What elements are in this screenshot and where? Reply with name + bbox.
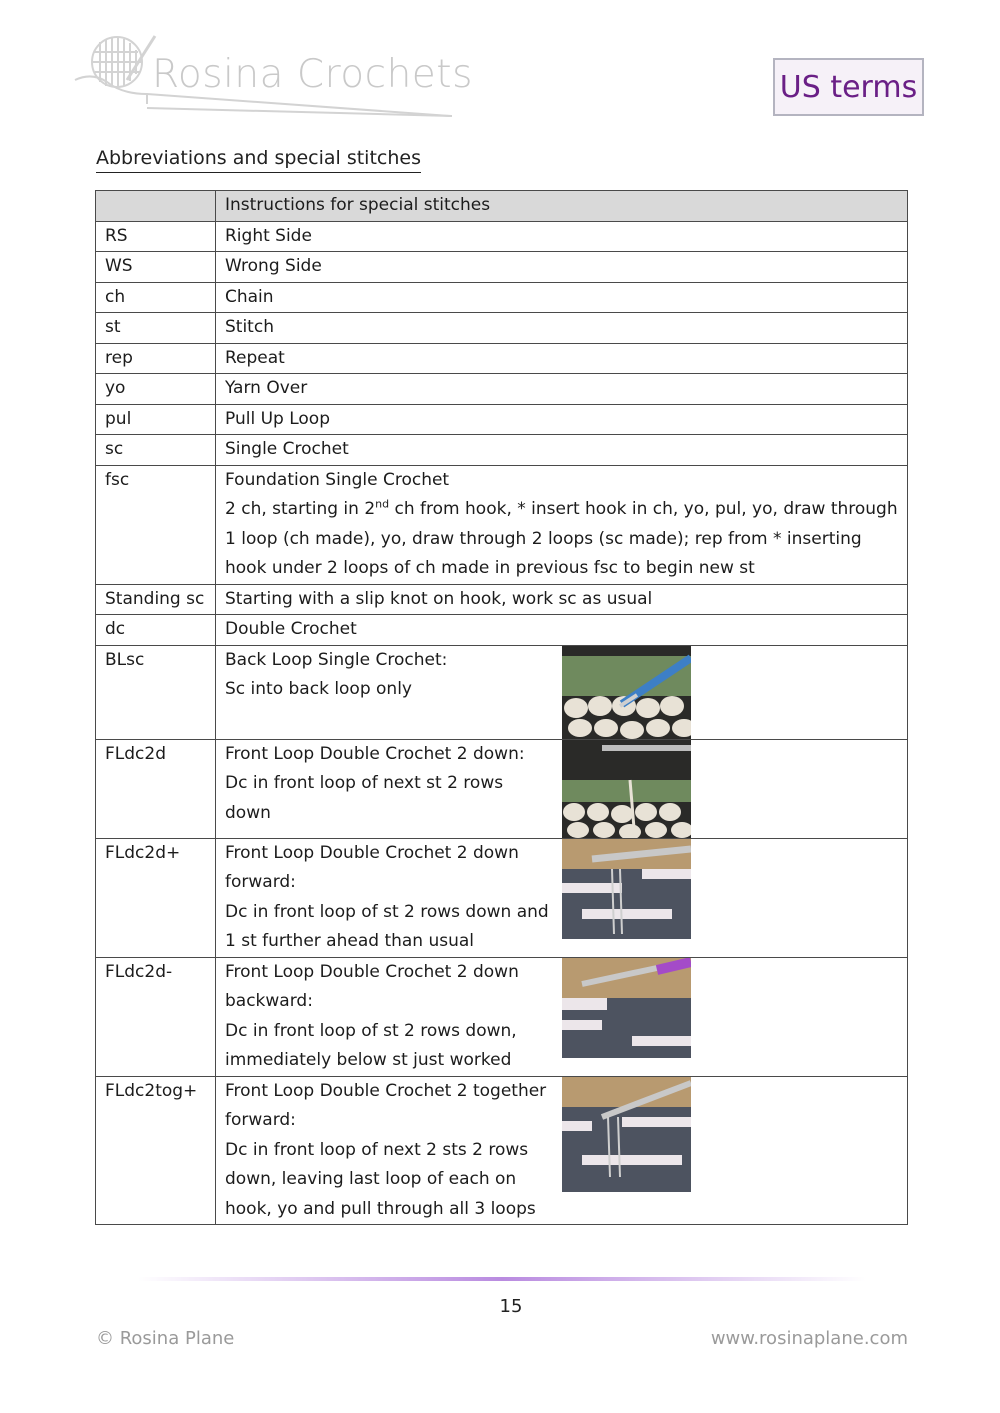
abbr-cell: st bbox=[96, 313, 216, 344]
desc-cell: Pull Up Loop bbox=[216, 404, 908, 435]
table-header-cell: Instructions for special stitches bbox=[216, 191, 908, 222]
section-title: Abbreviations and special stitches bbox=[96, 146, 421, 173]
table-row bbox=[96, 435, 908, 466]
desc-cell bbox=[216, 645, 562, 739]
desc-detail: Dc in front loop of next 2 sts 2 rows down, leaving last loop of each on hook, yo and pull through all 3 loops bbox=[225, 1139, 536, 1219]
abbreviations-table bbox=[95, 190, 908, 1225]
desc-cell: Repeat bbox=[216, 343, 908, 374]
table-row bbox=[96, 313, 908, 344]
desc-cell bbox=[216, 739, 562, 838]
desc-cell bbox=[216, 838, 562, 957]
abbr-cell: fsc bbox=[96, 465, 216, 584]
abbr-cell: FLdc2d- bbox=[96, 957, 216, 1076]
table-row bbox=[96, 1076, 908, 1225]
table-header-cell bbox=[96, 191, 216, 222]
abbr-cell: FLdc2d+ bbox=[96, 838, 216, 957]
forward-stitch-photo bbox=[562, 839, 691, 939]
desc-cell: Yarn Over bbox=[216, 374, 908, 405]
desc-title: Foundation Single Crochet bbox=[225, 469, 450, 490]
table-row bbox=[96, 282, 908, 313]
abbr-cell: ch bbox=[96, 282, 216, 313]
desc-cell: Chain bbox=[216, 282, 908, 313]
desc-cell: Single Crochet bbox=[216, 435, 908, 466]
abbr-cell: rep bbox=[96, 343, 216, 374]
abbr-cell: pul bbox=[96, 404, 216, 435]
page-number: 15 bbox=[499, 1296, 523, 1317]
us-terms-badge: US terms bbox=[773, 58, 924, 116]
desc-cell: Wrong Side bbox=[216, 252, 908, 283]
copyright-text: © Rosina Plane bbox=[96, 1328, 235, 1349]
table-row bbox=[96, 404, 908, 435]
table-header-row bbox=[96, 191, 908, 222]
abbr-cell: BLsc bbox=[96, 645, 216, 739]
desc-cell: Starting with a slip knot on hook, work sc as usual bbox=[216, 584, 908, 615]
abbr-cell: RS bbox=[96, 221, 216, 252]
abbr-cell: WS bbox=[96, 252, 216, 283]
table-row bbox=[96, 615, 908, 646]
website-link[interactable]: www.rosinaplane.com bbox=[710, 1328, 908, 1349]
table-row bbox=[96, 465, 908, 584]
desc-cell bbox=[216, 1076, 562, 1225]
table-row bbox=[96, 343, 908, 374]
table-row bbox=[96, 221, 908, 252]
stitch-photo-cell bbox=[562, 739, 908, 838]
table-row bbox=[96, 838, 908, 957]
desc-cell: Double Crochet bbox=[216, 615, 908, 646]
abbr-cell: sc bbox=[96, 435, 216, 466]
desc-detail: Dc in front loop of st 2 rows down and 1 st further ahead than usual bbox=[225, 901, 549, 951]
table-row bbox=[96, 645, 908, 739]
desc-cell: Stitch bbox=[216, 313, 908, 344]
desc-detail: Sc into back loop only bbox=[225, 679, 412, 699]
table-row bbox=[96, 957, 908, 1076]
abbr-cell: FLdc2d bbox=[96, 739, 216, 838]
backward-stitch-photo bbox=[562, 958, 691, 1058]
front-loop-stitch-photo bbox=[562, 740, 691, 838]
stitch-photo-cell bbox=[562, 838, 908, 957]
desc-title: Front Loop Double Crochet 2 down forward: bbox=[225, 842, 519, 892]
desc-title: Back Loop Single Crochet: bbox=[225, 649, 448, 670]
footer-divider bbox=[138, 1276, 866, 1282]
table-row bbox=[96, 252, 908, 283]
table-row bbox=[96, 374, 908, 405]
desc-detail: 2 ch, starting in 2nd ch from hook, * insert hook in ch, yo, pul, yo, draw through 1 loop (ch made), yo, draw through 2 loops (sc made); rep from * inserting hook under 2 loops of ch made in previous fsc to begin new st bbox=[225, 497, 898, 578]
table-row bbox=[96, 739, 908, 838]
abbr-cell: Standing sc bbox=[96, 584, 216, 615]
brand-title: Rosina Crochets bbox=[152, 52, 473, 97]
desc-detail: Dc in front loop of next st 2 rows down bbox=[225, 773, 504, 823]
desc-title: Front Loop Double Crochet 2 together forward: bbox=[225, 1080, 547, 1130]
abbr-cell: yo bbox=[96, 374, 216, 405]
desc-cell: Right Side bbox=[216, 221, 908, 252]
desc-title: Front Loop Double Crochet 2 down: bbox=[225, 743, 525, 764]
abbr-cell: FLdc2tog+ bbox=[96, 1076, 216, 1225]
table-row bbox=[96, 584, 908, 615]
desc-detail: Dc in front loop of st 2 rows down, immediately below st just worked bbox=[225, 1020, 517, 1070]
together-stitch-photo bbox=[562, 1077, 691, 1192]
stitch-photo-cell bbox=[562, 957, 908, 1076]
stitch-photo-cell bbox=[562, 1076, 908, 1225]
back-loop-stitch-photo bbox=[562, 646, 691, 739]
desc-title: Front Loop Double Crochet 2 down backward: bbox=[225, 961, 519, 1011]
abbr-cell: dc bbox=[96, 615, 216, 646]
stitch-photo-cell bbox=[562, 645, 908, 739]
desc-cell bbox=[216, 465, 908, 584]
desc-cell bbox=[216, 957, 562, 1076]
